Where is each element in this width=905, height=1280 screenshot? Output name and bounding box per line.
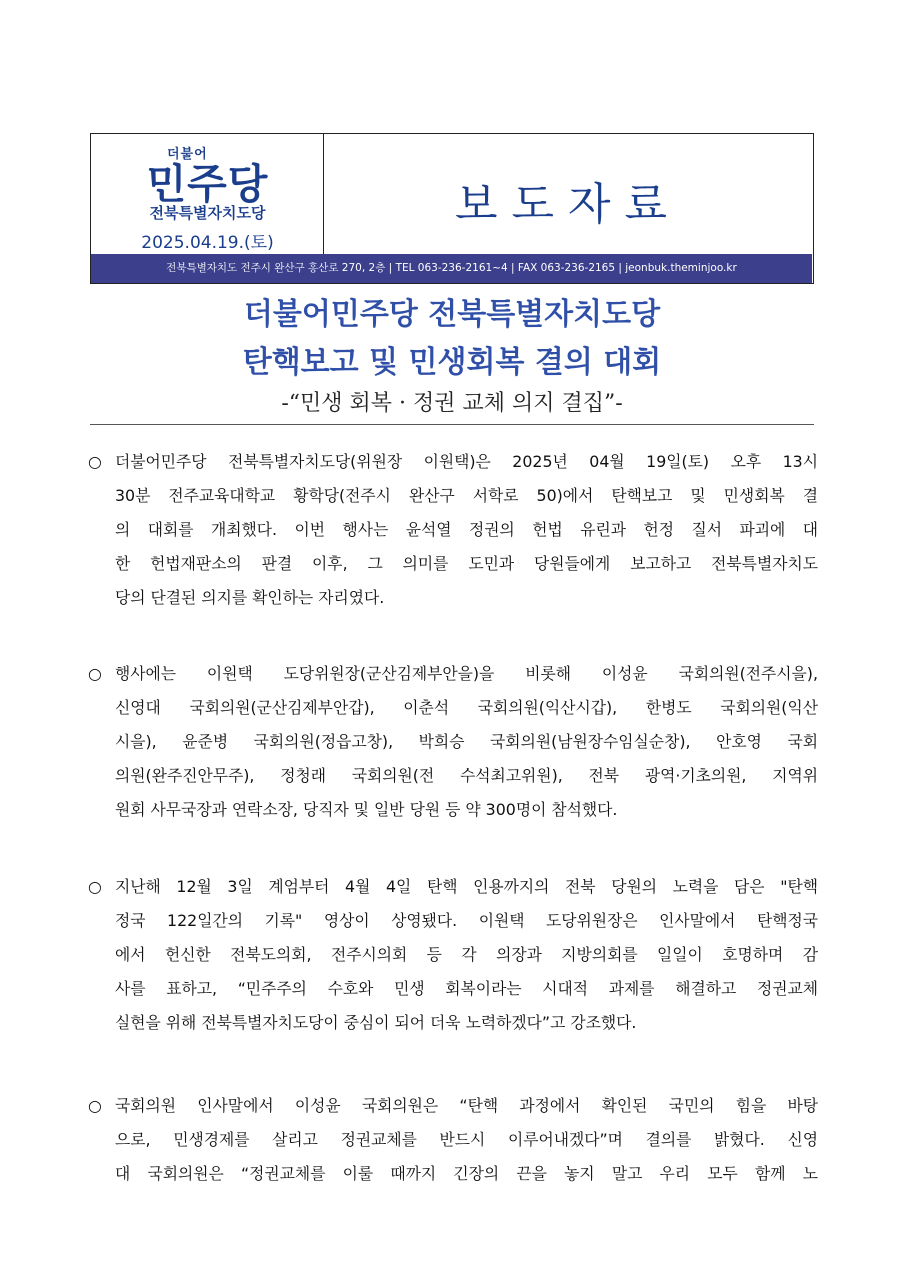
paragraph-line: 당의 단결된 의지를 확인하는 자리였다. xyxy=(115,588,385,607)
line-text: 지난해 12월 3일 계엄부터 4월 4일 탄핵 인용까지의 전북 당원의 노력을 담은 "탄핵 xyxy=(115,877,818,896)
line-text: 국회의원 인사말에서 이성윤 국회의원은 “탄핵 과정에서 확인된 국민의 힘을 바탕 xyxy=(115,1096,818,1115)
paragraph-line: 신영대 국회의원(군산김제부안갑), 이춘석 국회의원(익산시갑), 한병도 국회의원(익산 xyxy=(115,698,818,717)
paragraph-1 xyxy=(88,445,818,615)
paragraph-4 xyxy=(88,1089,818,1191)
paragraph-line: 으로, 민생경제를 살리고 정권교체를 반드시 이루어내겠다”며 결의를 밝혔다. 신영 xyxy=(115,1130,818,1149)
subtitle: -“민생 회복 · 정권 교체 의지 결집”- xyxy=(281,391,623,416)
paragraph-line: 대 국회의원은 “정권교체를 이룰 때까지 긴장의 끈을 놓지 말고 우리 모두 함께 노 xyxy=(115,1164,818,1183)
logo-main-text: 민주당 xyxy=(146,160,269,208)
paragraph-line: 에서 헌신한 전북도의회, 전주시의회 등 각 의장과 지방의회를 일일이 호명하며 감 xyxy=(115,945,818,964)
press-title: 보도자료 xyxy=(454,179,681,230)
divider xyxy=(90,424,814,425)
paragraph-line xyxy=(88,870,818,904)
press-release-header xyxy=(90,133,814,284)
paragraph-2 xyxy=(88,657,818,827)
paragraph-line: 30분 전주교육대학교 황학당(전주시 완산구 서학로 50)에서 탄핵보고 및 민생회복 결 xyxy=(115,486,818,505)
party-logo xyxy=(91,134,324,254)
paragraph-line: 의 대회를 개최했다. 이번 행사는 윤석열 정권의 헌법 유린과 헌정 질서 파괴에 대 xyxy=(115,520,818,539)
paragraph-line: 한 헌법재판소의 판결 이후, 그 의미를 도민과 당원들에게 보고하고 전북특별자치도 xyxy=(115,554,818,573)
press-title-cell xyxy=(324,134,812,254)
logo-sub-text: 전북특별자치도당 xyxy=(149,204,266,222)
contact-bar: 전북특별자치도 전주시 완산구 홍산로 270, 2층 | TEL 063-236-2161~4 | FAX 063-236-2165 | jeonbuk.theminjoo.kr xyxy=(91,254,812,283)
bullet-icon: ○ xyxy=(88,452,102,471)
logo-small-text: 더불어 xyxy=(167,147,208,162)
paragraph-line: 정국 122일간의 기록" 영상이 상영됐다. 이원택 도당위원장은 인사말에서 탄핵정국 xyxy=(115,911,818,930)
bullet-icon: ○ xyxy=(88,877,102,896)
headline-line-1: 더불어민주당 전북특별자치도당 xyxy=(243,297,661,332)
line-text: 행사에는 이원택 도당위원장(군산김제부안을)을 비롯해 이성윤 국회의원(전주시을), xyxy=(115,664,818,683)
paragraph-line: 실현을 위해 전북특별자치도당이 중심이 되어 더욱 노력하겠다”고 강조했다. xyxy=(115,1013,637,1032)
line-text: 더불어민주당 전북특별자치도당(위원장 이원택)은 2025년 04월 19일(토) 오후 13시 xyxy=(115,452,818,471)
bullet-icon: ○ xyxy=(88,664,102,683)
paragraph-line: 사를 표하고, “민주주의 수호와 민생 회복이라는 시대적 과제를 해결하고 정권교체 xyxy=(115,979,818,998)
paragraph-line xyxy=(88,1089,818,1123)
release-date: 2025.04.19.(토) xyxy=(141,233,274,253)
bullet-icon: ○ xyxy=(88,1096,102,1115)
paragraph-3 xyxy=(88,870,818,1040)
paragraph-line: 의원(완주진안무주), 정청래 국회의원(전 수석최고위원), 전북 광역·기초의원, 지역위 xyxy=(115,766,818,785)
headline-line-2: 탄핵보고 및 민생회복 결의 대회 xyxy=(242,345,662,380)
paragraph-line: 시을), 윤준병 국회의원(정읍고창), 박희승 국회의원(남원장수임실순창), 안호영 국회 xyxy=(115,732,818,751)
paragraph-line: 원회 사무국장과 연락소장, 당직자 및 일반 당원 등 약 300명이 참석했다. xyxy=(115,800,618,819)
paragraph-line xyxy=(88,657,818,691)
paragraph-line xyxy=(88,445,818,479)
